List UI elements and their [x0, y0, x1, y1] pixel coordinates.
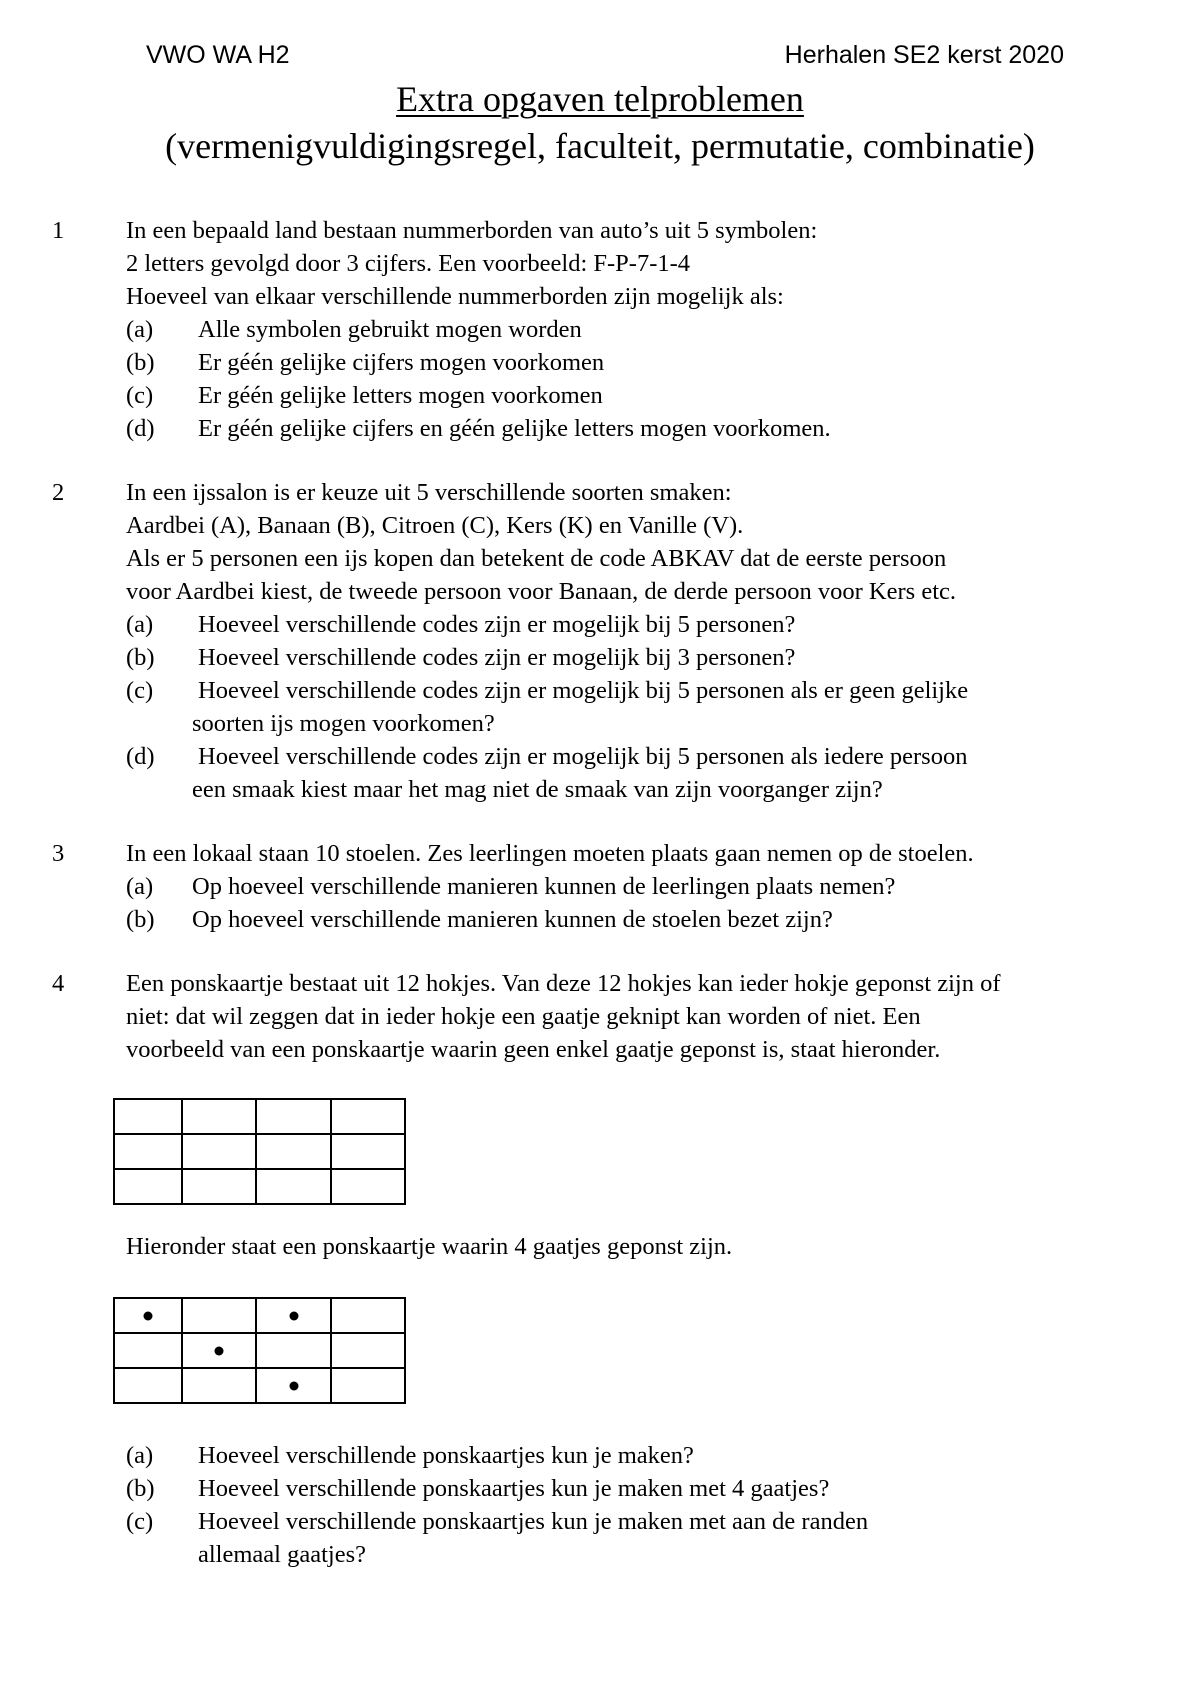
part-label: (b) [126, 644, 155, 671]
punch-card-row [114, 1099, 405, 1134]
part-label: (b) [126, 349, 155, 376]
part-label: (a) [126, 873, 154, 900]
punch-card-cell-punched [114, 1298, 182, 1333]
punch-card-cell [114, 1368, 182, 1403]
punch-card-cell [114, 1134, 182, 1169]
question-number: 2 [52, 479, 65, 506]
empty-punch-card [113, 1098, 406, 1205]
part-label: (d) [126, 743, 155, 770]
punch-card-cell [331, 1099, 405, 1134]
question-text: Hoeveel van elkaar verschillende nummerborden zijn mogelijk als: [126, 283, 784, 310]
punch-card-cell [256, 1333, 331, 1368]
punch-card-cell-punched [182, 1333, 256, 1368]
part-text: Hoeveel verschillende ponskaartjes kun je maken? [198, 1442, 694, 1469]
part-text: Op hoeveel verschillende manieren kunnen de leerlingen plaats nemen? [192, 873, 896, 900]
part-text: Hoeveel verschillende codes zijn er mogelijk bij 5 personen als iedere persoon [198, 743, 968, 770]
part-label: (a) [126, 1442, 154, 1469]
part-text: Er géén gelijke cijfers en géén gelijke letters mogen voorkomen. [198, 415, 831, 442]
punched-hole-icon [215, 1346, 224, 1355]
part-text: Hoeveel verschillende ponskaartjes kun je maken met 4 gaatjes? [198, 1475, 830, 1502]
part-label: (c) [126, 382, 154, 409]
page-title: Extra opgaven telproblemen [396, 79, 804, 119]
punch-card-cell [256, 1099, 331, 1134]
punch-card-cell-punched [256, 1368, 331, 1403]
part-label: (a) [126, 316, 154, 343]
question-text: Een ponskaartje bestaat uit 12 hokjes. Van deze 12 hokjes kan ieder hokje geponst zijn of [126, 970, 1001, 997]
part-label: (c) [126, 677, 154, 704]
question-text: In een bepaald land bestaan nummerborden van auto’s uit 5 symbolen: [126, 217, 818, 244]
question-text: 2 letters gevolgd door 3 cijfers. Een voorbeeld: F-P-7-1-4 [126, 250, 691, 277]
part-label: (b) [126, 906, 155, 933]
question-text: In een ijssalon is er keuze uit 5 verschillende soorten smaken: [126, 479, 732, 506]
punch-card-cell [256, 1134, 331, 1169]
punch-card-cell [256, 1169, 331, 1204]
part-text: Hoeveel verschillende ponskaartjes kun je maken met aan de randen [198, 1508, 869, 1535]
punched-hole-icon [289, 1311, 298, 1320]
punch-card-row [114, 1368, 405, 1403]
punch-card-cell [182, 1368, 256, 1403]
question-text: In een lokaal staan 10 stoelen. Zes leerlingen moeten plaats gaan nemen op de stoelen. [126, 840, 974, 867]
part-text: Er géén gelijke letters mogen voorkomen [198, 382, 603, 409]
punch-card-row [114, 1333, 405, 1368]
question-number: 3 [52, 840, 65, 867]
question-number: 4 [52, 970, 65, 997]
question-text: Als er 5 personen een ijs kopen dan betekent de code ABKAV dat de eerste persoon [126, 545, 947, 572]
part-text: soorten ijs mogen voorkomen? [192, 710, 495, 737]
punch-card-cell [331, 1298, 405, 1333]
question-text: voor Aardbei kiest, de tweede persoon voor Banaan, de derde persoon voor Kers etc. [126, 578, 956, 605]
punch-card-row [114, 1169, 405, 1204]
punch-card-cell [182, 1134, 256, 1169]
question-text: voorbeeld van een ponskaartje waarin geen enkel gaatje geponst is, staat hieronder. [126, 1036, 941, 1063]
punch-card-cell [114, 1099, 182, 1134]
punch-card-cell [331, 1333, 405, 1368]
punch-card-cell-punched [256, 1298, 331, 1333]
part-text: Hoeveel verschillende codes zijn er mogelijk bij 3 personen? [198, 644, 796, 671]
punched-hole-icon [144, 1311, 153, 1320]
part-text: een smaak kiest maar het mag niet de smaak van zijn voorganger zijn? [192, 776, 883, 803]
punch-card-cell [331, 1134, 405, 1169]
question-text: Aardbei (A), Banaan (B), Citroen (C), Kers (K) en Vanille (V). [126, 512, 744, 539]
part-label: (c) [126, 1508, 154, 1535]
punched-hole-icon [289, 1381, 298, 1390]
period-label: Herhalen SE2 kerst 2020 [784, 41, 1064, 69]
question-text: Hieronder staat een ponskaartje waarin 4 gaatjes geponst zijn. [126, 1233, 733, 1260]
punch-card-cell [182, 1169, 256, 1204]
part-text: Hoeveel verschillende codes zijn er mogelijk bij 5 personen? [198, 611, 796, 638]
part-text: Er géén gelijke cijfers mogen voorkomen [198, 349, 605, 376]
punch-card-cell [114, 1333, 182, 1368]
punch-card-cell [331, 1368, 405, 1403]
punch-card-cell [182, 1298, 256, 1333]
part-text: allemaal gaatjes? [198, 1541, 366, 1568]
punch-card-cell [331, 1169, 405, 1204]
page-subtitle: (vermenigvuldigingsregel, faculteit, permutatie, combinatie) [165, 126, 1035, 166]
question-number: 1 [52, 217, 65, 244]
question-text: niet: dat wil zeggen dat in ieder hokje een gaatje geknipt kan worden of niet. Een [126, 1003, 921, 1030]
punch-card-row [114, 1134, 405, 1169]
part-label: (b) [126, 1475, 155, 1502]
part-text: Op hoeveel verschillende manieren kunnen de stoelen bezet zijn? [192, 906, 833, 933]
punch-card-row [114, 1298, 405, 1333]
punch-card-cell [182, 1099, 256, 1134]
course-label: VWO WA H2 [146, 41, 290, 69]
part-text: Alle symbolen gebruikt mogen worden [198, 316, 582, 343]
part-label: (d) [126, 415, 155, 442]
part-text: Hoeveel verschillende codes zijn er mogelijk bij 5 personen als er geen gelijke [198, 677, 969, 704]
part-label: (a) [126, 611, 154, 638]
punch-card-cell [114, 1169, 182, 1204]
punched-punch-card [113, 1297, 406, 1404]
